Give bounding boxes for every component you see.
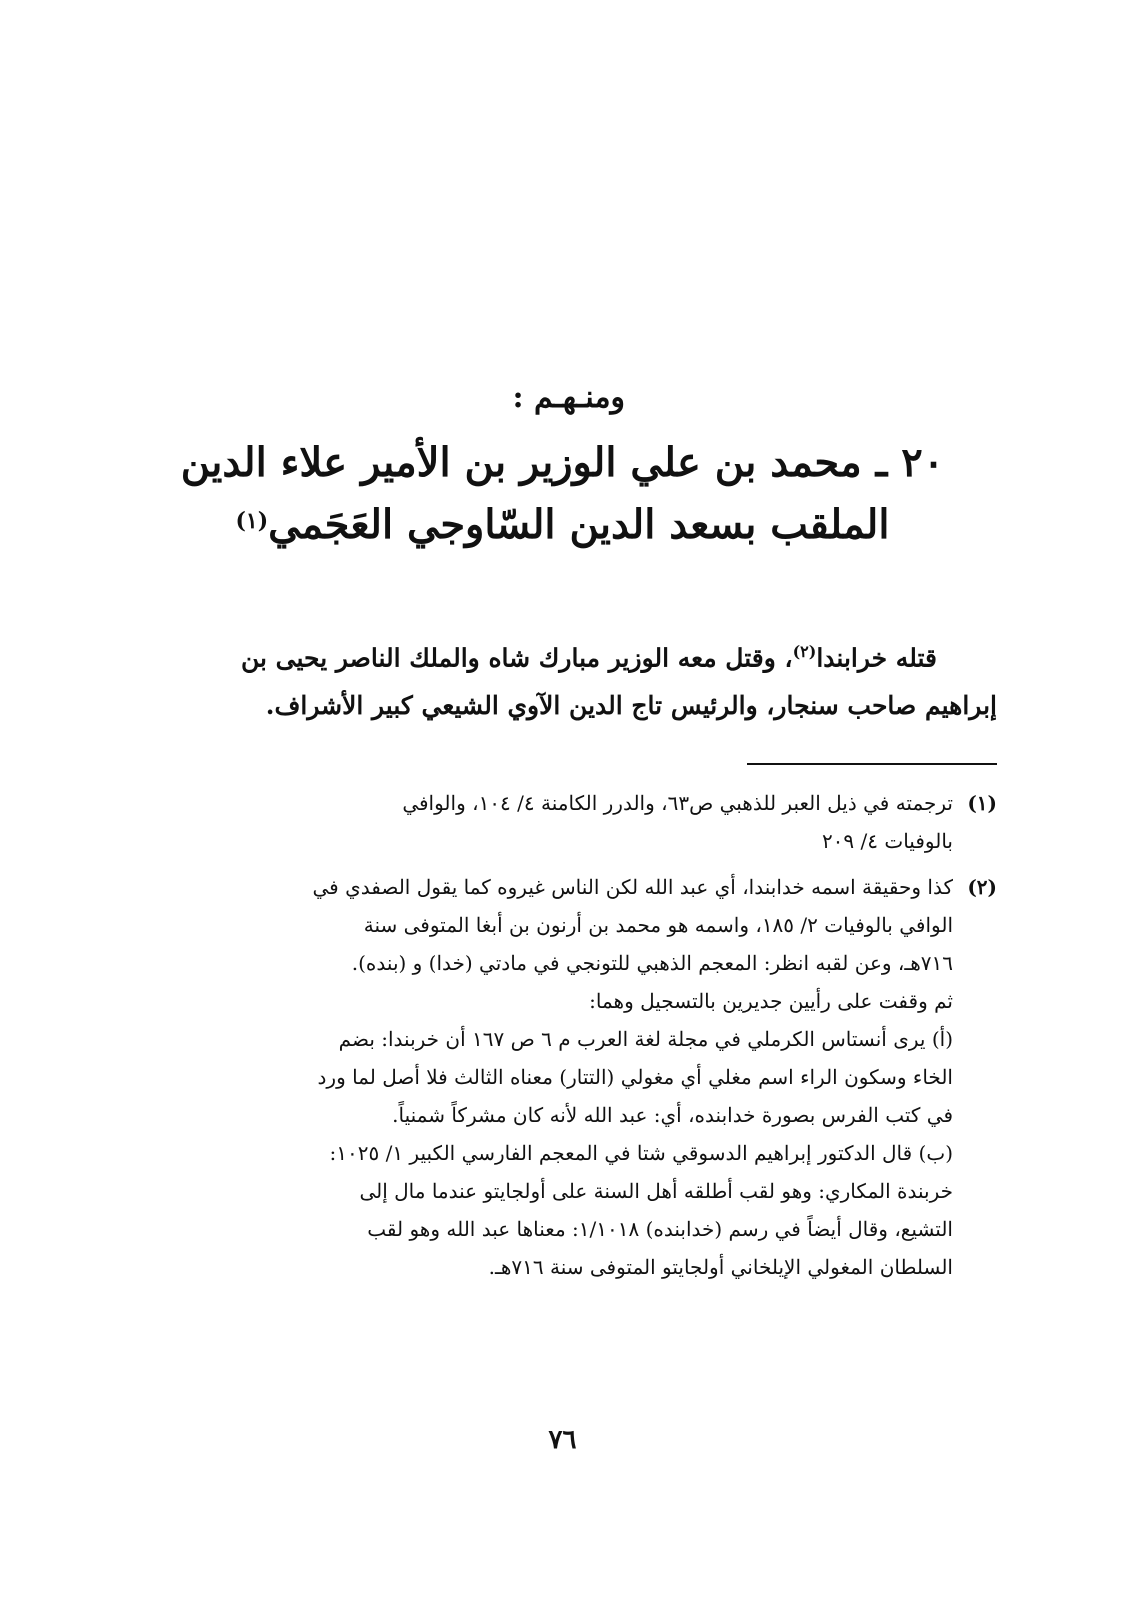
footnote-ref-2[interactable]: (٢) (792, 642, 817, 661)
section-subheading: ومنـهـم : (512, 380, 625, 415)
footnote-2-line: خربندة المكاري: وهو لقب أطلقه أهل السنة على أولجايتو عندما مال إلى (359, 1179, 953, 1203)
body-line-1 (128, 628, 997, 682)
footnote-2-line: (ب) قال الدكتور إبراهيم الدسوقي شتا في المعجم الفارسي الكبير ١/ ١٠٢٥: (329, 1141, 953, 1165)
entry-body (128, 628, 997, 730)
footnote-1-line: بالوفيات ٤/ ٢٠٩ (821, 829, 953, 853)
page-number: ٧٦ (548, 1425, 577, 1455)
footnote-2-line: التشيع، وقال أيضاً في رسم (خدابنده) ١/١٠١٨: معناها عبد الله وهو لقب (367, 1217, 953, 1241)
body-line-2: إبراهيم صاحب سنجار، والرئيس تاج الدين الآوي الشيعي كبير الأشراف. (265, 691, 997, 721)
footnote-2-line: السلطان المغولي الإيلخاني أولجايتو المتوفى سنة ٧١٦هـ. (488, 1255, 953, 1279)
footnote-2 (128, 868, 997, 1286)
footnote-2-line: (أ) يرى أنستاس الكرملي في مجلة لغة العرب م ٦ ص ١٦٧ أن خربندا: بضم (338, 1027, 953, 1051)
footnote-2-line: الوافي بالوفيات ٢/ ١٨٥، واسمه هو محمد بن أرنون بن أبغا المتوفى سنة (363, 913, 953, 937)
entry-title-line-1: ٢٠ ـ محمد بن علي الوزير بن الأمير علاء الدين (180, 439, 945, 486)
footnote-2-line: كذا وحقيقة اسمه خدابندا، أي عبد الله لكن الناس غيروه كما يقول الصفدي في (312, 875, 953, 899)
footnote-1 (128, 784, 997, 860)
entry-title-line-2-text: الملقب بسعد الدين السّاوجي العَجَمي (268, 501, 890, 548)
footnote-1-line: ترجمته في ذيل العبر للذهبي ص٦٣، والدرر الكامنة ٤/ ١٠٤، والوافي (402, 791, 953, 815)
body-line-1-end: ، وقتل معه الوزير مبارك شاه والملك الناصر يحيى بن (240, 643, 793, 673)
body-line-1-start: قتله خرابندا (816, 643, 937, 673)
footnote-1-number: (١) (967, 791, 997, 815)
footnotes-section (128, 784, 997, 1286)
footnote-2-line: ٧١٦هـ، وعن لقبه انظر: المعجم الذهبي للتونجي في مادتي (خدا) و (بنده). (351, 951, 953, 975)
footnote-divider (747, 763, 997, 765)
footnote-2-line: الخاء وسكون الراء اسم مغلي أي مغولي (التتار) معناه الثالث فلا أصل لما ورد (317, 1065, 953, 1089)
footnote-2-line: ثم وقفت على رأيين جديرين بالتسجيل وهما: (589, 989, 953, 1013)
entry-title-line-2 (120, 494, 1005, 556)
entry-title (120, 432, 1005, 556)
footnote-ref-1[interactable]: (١) (235, 508, 269, 534)
footnote-2-line: في كتب الفرس بصورة خدابنده، أي: عبد الله لأنه كان مشركاً شمنياً. (392, 1103, 953, 1127)
footnote-2-number: (٢) (967, 875, 997, 899)
